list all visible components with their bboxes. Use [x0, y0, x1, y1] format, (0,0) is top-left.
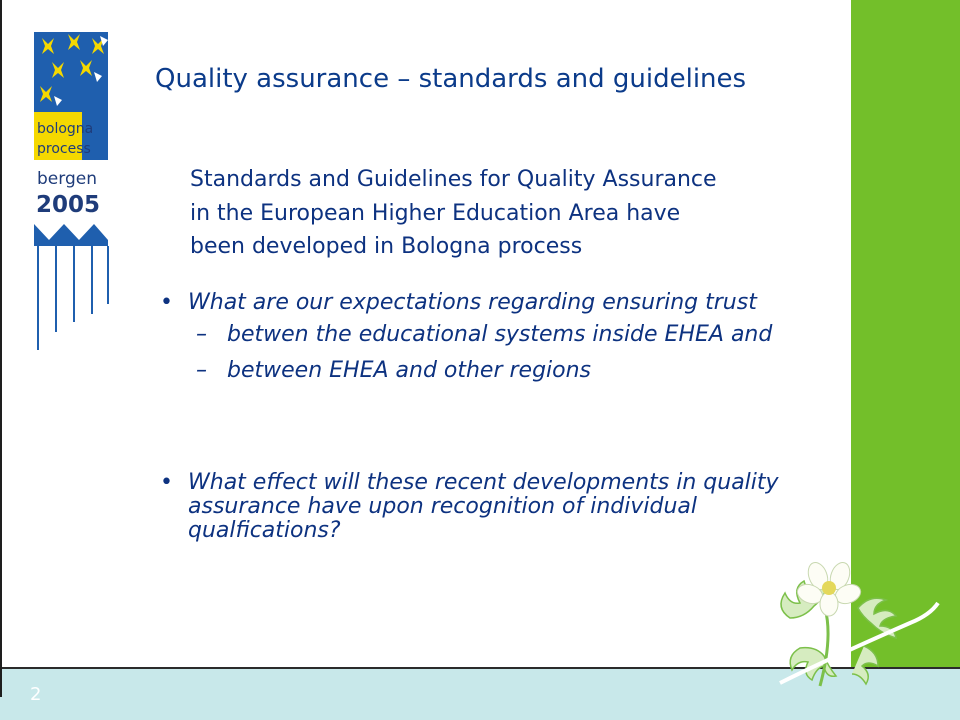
question-list-item [160, 471, 840, 543]
question-list-item [160, 292, 840, 382]
dash-icon: – [196, 358, 207, 383]
intro-line: in the European Higher Education Area have [190, 200, 681, 226]
sub-list-item [160, 360, 840, 382]
dash-icon: – [196, 322, 207, 347]
question-text: What effect will these recent developments in quality assurance have upon recognition of individual qualfications? [188, 470, 779, 543]
logo-text-year: 2005 [36, 192, 101, 218]
bullet-icon: • [160, 290, 173, 315]
left-border [0, 0, 2, 668]
footer-left-tick [0, 667, 2, 697]
logo-text-bergen: bergen [37, 169, 97, 189]
question-text: What are our expectations regarding ensuring trust [188, 290, 757, 315]
bologna-process-logo [34, 32, 116, 352]
bullet-icon: • [160, 470, 173, 495]
sub-list-item [160, 324, 840, 346]
intro-paragraph [190, 163, 840, 264]
sub-item-text: betwen the educational systems inside EHEA and [227, 322, 773, 347]
page-number: 2 [30, 684, 42, 705]
logo-text-process: process [37, 141, 91, 157]
intro-line: been developed in Bologna process [190, 234, 583, 259]
anemone-flower-illustration [770, 548, 940, 688]
intro-line: Standards and Guidelines for Quality Assurance [190, 167, 717, 192]
flower-center [822, 581, 836, 595]
slide-title: Quality assurance – standards and guidelines [155, 64, 747, 94]
logo-bryggen-houses [34, 224, 108, 350]
sub-item-text: between EHEA and other regions [227, 358, 592, 383]
logo-text-bologna: bologna [37, 121, 94, 137]
